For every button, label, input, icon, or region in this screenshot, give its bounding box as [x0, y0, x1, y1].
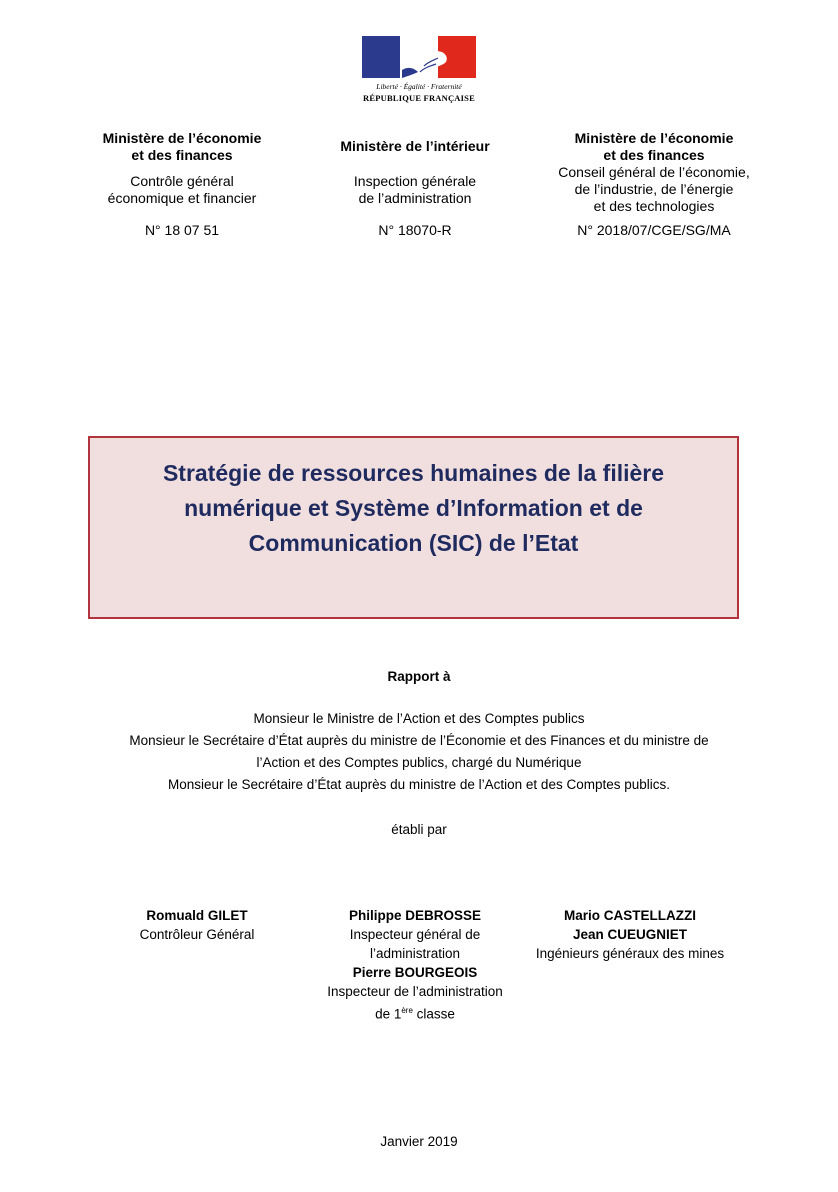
recipient-line: l’Action et des Comptes publics, chargé du Numérique	[256, 755, 582, 770]
republique-francaise-logo	[360, 36, 478, 108]
ministry-name-line: Ministère de l’économie	[102, 130, 262, 146]
author-role	[310, 1001, 520, 1024]
report-number: N° 2018/07/CGE/SG/MA	[577, 222, 731, 238]
author-role-prefix: de 1	[375, 1006, 402, 1022]
recipient-line: Monsieur le Secrétaire d’État auprès du ministre de l’Action et des Comptes publics.	[168, 777, 670, 792]
author-role: Inspecteur de l’administration	[327, 984, 503, 999]
report-title-line: Stratégie de ressources humaines de la filière	[162, 460, 665, 486]
author-name: Philippe DEBROSSE	[348, 908, 482, 923]
recipient-line: Monsieur le Secrétaire d’État auprès du ministre de l’Économie et des Finances et du ministre de	[129, 733, 709, 748]
author-role-sup: ère	[401, 1006, 413, 1015]
marianne-flag-icon	[362, 36, 476, 78]
report-to-label: Rapport à	[387, 669, 451, 684]
recipient-line: Monsieur le Ministre de l’Action et des Comptes publics	[253, 711, 585, 726]
author-name: Romuald GILET	[146, 908, 248, 923]
service-line: Inspection générale	[353, 173, 477, 189]
author-name: Jean CUEUGNIET	[572, 927, 688, 942]
ministry-name-line: et des finances	[603, 147, 705, 163]
report-title-line: Communication (SIC) de l’Etat	[248, 530, 579, 556]
author-role: l’administration	[369, 946, 461, 961]
author-name: Mario CASTELLAZZI	[564, 908, 696, 923]
author-role-suffix: classe	[412, 1006, 455, 1022]
ministry-column-2	[320, 138, 510, 239]
report-date: Janvier 2019	[380, 1134, 458, 1149]
recipients-block	[90, 708, 748, 796]
logo-motto: Liberté · Égalité · Fraternité	[376, 82, 462, 91]
author-name: Pierre BOURGEOIS	[352, 965, 478, 980]
service-line: et des technologies	[593, 198, 715, 214]
ministry-column-3	[540, 130, 768, 239]
author-column-1	[112, 906, 282, 944]
report-title-box	[88, 436, 739, 619]
service-line: Contrôle général	[130, 173, 234, 189]
report-number: N° 18070-R	[378, 222, 452, 238]
author-role: Contrôleur Général	[139, 927, 255, 942]
report-title	[90, 456, 737, 561]
service-line: de l’administration	[358, 190, 472, 206]
service-line: économique et financier	[107, 190, 257, 206]
ministry-name-line: et des finances	[131, 147, 233, 163]
service-line: Conseil général de l’économie,	[558, 164, 750, 180]
author-column-2	[310, 906, 520, 1024]
established-by-label: établi par	[391, 822, 447, 837]
author-role: Inspecteur général de	[349, 927, 481, 942]
service-line: de l’industrie, de l’énergie	[574, 181, 734, 197]
ministry-name-line: Ministère de l’intérieur	[340, 138, 490, 154]
ministry-name-line: Ministère de l’économie	[574, 130, 734, 146]
author-column-3	[520, 906, 740, 963]
logo-republic: RÉPUBLIQUE FRANÇAISE	[363, 93, 475, 103]
report-title-line: numérique et Système d’Information et de	[184, 495, 643, 521]
ministry-column-1	[82, 130, 282, 239]
author-role: Ingénieurs généraux des mines	[535, 946, 725, 961]
report-number: N° 18 07 51	[144, 222, 220, 238]
